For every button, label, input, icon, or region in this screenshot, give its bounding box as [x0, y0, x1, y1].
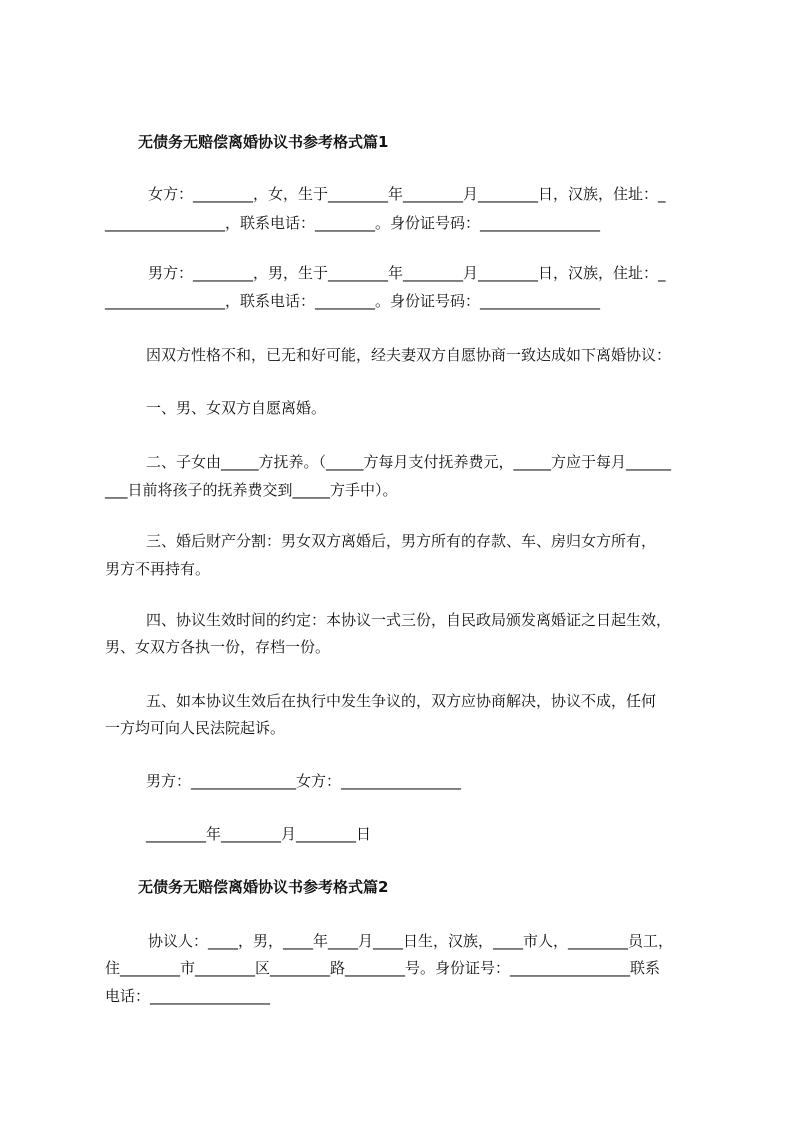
clause-5-line-1: 五、如本协议生效后在执行中发生争议的，双方应协商解决，协议不成，任何 — [146, 692, 657, 710]
party-info-line-3: 电话：________________ — [105, 987, 271, 1005]
clause-5-line-2: 一方均可向人民法院起诉。 — [105, 719, 286, 737]
section-2-title: 无债务无赔偿离婚协议书参考格式篇2 — [138, 878, 389, 896]
clause-4-line-2: 男、女双方各执一份，存档一份。 — [105, 638, 331, 656]
clause-2-line-2: ___日前将孩子的抚养费交到_____方手中）。 — [105, 481, 398, 499]
date-line: ________年________月________日 — [146, 825, 372, 843]
party-info-line-1: 协议人：____，男，____年____月____日生，汉族，____市人，________员工， — [148, 932, 674, 950]
male-info-line-1: 男方：________，男，生于________年________月________日，汉族，住址：_ — [148, 264, 666, 282]
male-info-line-2: ________________，联系电话：________。身份证号码：________________ — [105, 292, 601, 310]
section-1-title: 无债务无赔偿离婚协议书参考格式篇1 — [138, 133, 389, 151]
female-info-line-1: 女方：________，女，生于________年________月________日，汉族，住址：_ — [148, 185, 666, 203]
signature-line: 男方：______________女方：________________ — [146, 772, 462, 790]
clause-4-line-1: 四、协议生效时间的约定：本协议一式三份，自民政局颁发离婚证之日起生效， — [146, 611, 672, 629]
clause-3-line-1: 三、婚后财产分割：男女双方离婚后，男方所有的存款、车、房归女方所有， — [146, 532, 657, 550]
intro-paragraph: 因双方性格不和，已无和好可能，经夫妻双方自愿协商一致达成如下离婚协议： — [146, 346, 672, 364]
clause-1: 一、男、女双方自愿离婚。 — [146, 399, 327, 417]
female-info-line-2: ________________，联系电话：________。身份证号码：________________ — [105, 214, 601, 232]
clause-2-line-1: 二、子女由_____方抚养。（_____方每月支付抚养费元，_____方应于每月______ — [146, 453, 672, 471]
clause-3-line-2: 男方不再持有。 — [105, 560, 211, 578]
party-info-line-2: 住________市________区________路________号。身份证号：________________联系 — [105, 959, 661, 977]
